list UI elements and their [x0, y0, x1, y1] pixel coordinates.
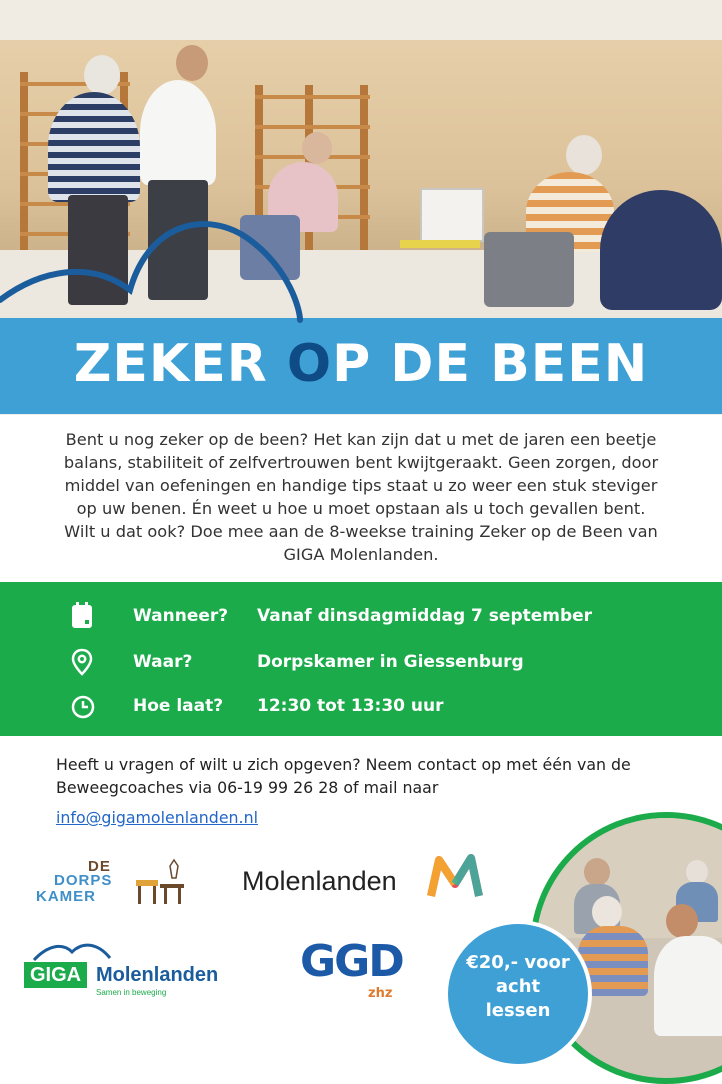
email-link[interactable]: info@gigamolenlanden.nl: [56, 808, 258, 827]
detail-value: Vanaf dinsdagmiddag 7 september: [257, 606, 593, 626]
title-part2: P DE BEEN: [332, 334, 649, 394]
chair-table-illustration: [132, 858, 186, 908]
detail-row-where: [0, 648, 722, 678]
calendar-icon: [70, 602, 96, 630]
giga-molenlanden-logo: GIGA Molenlanden Samen in beweging: [24, 940, 244, 1000]
location-pin-icon: [70, 648, 96, 676]
badge-line1: €20,- voor: [466, 952, 570, 973]
detail-row-time: [0, 692, 722, 722]
seated-legs: [484, 232, 574, 307]
woman-striped-cardigan: [48, 92, 140, 202]
dorpskamer-logo: DE DORPS KAMER: [36, 858, 186, 914]
clock-icon: [70, 692, 96, 720]
coach-white-shirt: [140, 80, 216, 185]
person-head: [566, 135, 602, 175]
ggd-logo: GGD zhz: [300, 936, 403, 1001]
contact-text: Heeft u vragen of wilt u zich opgeven? Neem contact op met één van de Beweegcoaches via 06-19 99 26 28 of mail naar: [56, 755, 631, 797]
molenlanden-logo: Molenlanden: [242, 850, 487, 910]
chair-seat: [400, 240, 480, 248]
detail-label: Hoe laat?: [133, 696, 224, 716]
badge-line2: acht: [495, 976, 541, 997]
title-part1: ZEKER: [73, 334, 287, 394]
intro-text: Bent u nog zeker op de been? Het kan zijn dat u met de jaren een beetje balans, stabiliteit of zelfvertrouwen bent kwijtgeraakt. Geen zorgen, door middel van oefeningen en handige tips staat u zo weer een stuk steviger op uw benen. Én weet u hoe u moet opstaan als u toch gevallen bent. Wilt u dat ook? Doe mee aan de 8-weekse training Zeker op de Been van GIGA Molenlanden.: [63, 430, 659, 564]
ceiling: [0, 0, 722, 40]
info-block: [0, 582, 722, 736]
detail-value: 12:30 tot 13:30 uur: [257, 696, 444, 716]
detail-row-when: [0, 602, 722, 632]
chair: [420, 188, 484, 242]
detail-label: Wanneer?: [133, 606, 229, 626]
title-o: O: [286, 334, 333, 394]
giga-arc-icon: [32, 940, 112, 962]
page-title: [0, 334, 722, 394]
person-head: [84, 55, 120, 95]
seated-person-right: [600, 190, 722, 310]
price-badge: [444, 920, 592, 1068]
person-head: [302, 132, 332, 164]
decorative-arc: [0, 200, 380, 340]
detail-value: Dorpskamer in Giessenburg: [257, 652, 524, 672]
person-head: [176, 45, 208, 81]
molenlanden-m-icon: [427, 850, 483, 906]
badge-line3: lessen: [485, 1000, 551, 1021]
detail-label: Waar?: [133, 652, 193, 672]
